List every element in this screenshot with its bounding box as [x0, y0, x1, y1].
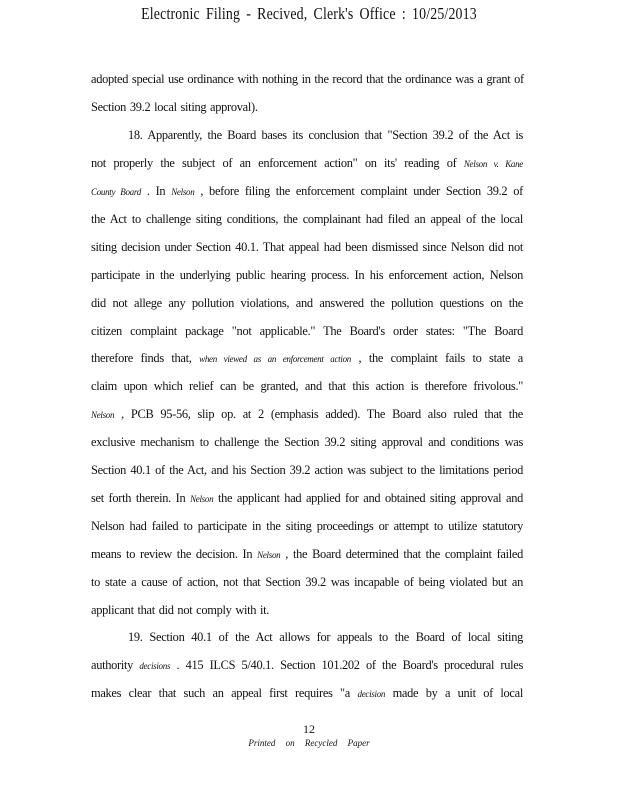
case-citation: Nelson	[91, 410, 115, 420]
text-line: Nelson , PCB 95-56, slip op. at 2 (emphasis added). The Board also ruled that the	[91, 407, 523, 421]
text-line: County Board . In Nelson , before filing the enforcement complaint under Section 39.2 of	[91, 184, 523, 198]
emphasis-text: decisions	[139, 661, 171, 671]
text-line: to state a cause of action, not that Section 39.2 was incapable of being violated but an	[91, 575, 523, 589]
text-line: Nelson had failed to participate in the siting proceedings or attempt to utilize statutory	[91, 519, 523, 533]
paragraph-18-start: 18. Apparently, the Board bases its conclusion that "Section 39.2 of the Act is	[128, 128, 523, 142]
text-line: authority decisions . 415 ILCS 5/40.1. Section 101.202 of the Board's procedural rules	[91, 658, 523, 672]
emphasis-text: when viewed as an enforcement action	[199, 354, 351, 364]
case-citation: Nelson	[171, 187, 195, 197]
text-line: participate in the underlying public hearing process. In his enforcement action, Nelson	[91, 268, 523, 282]
text-line: set forth therein. In Nelson the applicant had applied for and obtained siting approval and	[91, 491, 523, 505]
case-citation: Nelson	[190, 494, 214, 504]
case-citation: Nelson v. Kane	[463, 159, 523, 169]
text-line: claim upon which relief can be granted, and that this action is therefore frivolous."	[91, 379, 523, 393]
text-line: did not allege any pollution violations, and answered the pollution questions on the	[91, 296, 523, 310]
text-line: not properly the subject of an enforcement action" on its' reading of Nelson v. Kane	[91, 156, 523, 170]
text-line: therefore finds that, when viewed as an enforcement action , the complaint fails to state a	[91, 351, 523, 365]
text-line: Section 39.2 local siting approval).	[91, 100, 258, 114]
case-citation: County Board	[91, 187, 141, 197]
text-line: means to review the decision. In Nelson , the Board determined that the complaint failed	[91, 547, 523, 561]
text-line: siting decision under Section 40.1. That appeal had been dismissed since Nelson did not	[91, 240, 523, 254]
recycled-paper-footer: Printed on Recycled Paper	[248, 738, 370, 748]
paragraph-19-start: 19. Section 40.1 of the Act allows for appeals to the Board of local siting	[128, 630, 523, 644]
case-citation: Nelson	[257, 550, 281, 560]
text-line: adopted special use ordinance with nothing in the record that the ordinance was a grant of	[91, 72, 524, 86]
filing-header: Electronic Filing - Recived, Clerk's Office : 10/25/2013	[141, 4, 477, 23]
emphasis-text: decision	[357, 689, 386, 699]
text-line: makes clear that such an appeal first requires "a decision made by a unit of local	[91, 686, 523, 700]
text-line: applicant that did not comply with it.	[91, 603, 270, 617]
page-number: 12	[303, 722, 315, 736]
text-line: the Act to challenge siting conditions, the complainant had filed an appeal of the local	[91, 212, 523, 226]
text-line: exclusive mechanism to challenge the Section 39.2 siting approval and conditions was	[91, 435, 523, 449]
text-line: Section 40.1 of the Act, and his Section 39.2 action was subject to the limitations period	[91, 463, 523, 477]
text-line: citizen complaint package "not applicable." The Board's order states: "The Board	[91, 324, 523, 338]
